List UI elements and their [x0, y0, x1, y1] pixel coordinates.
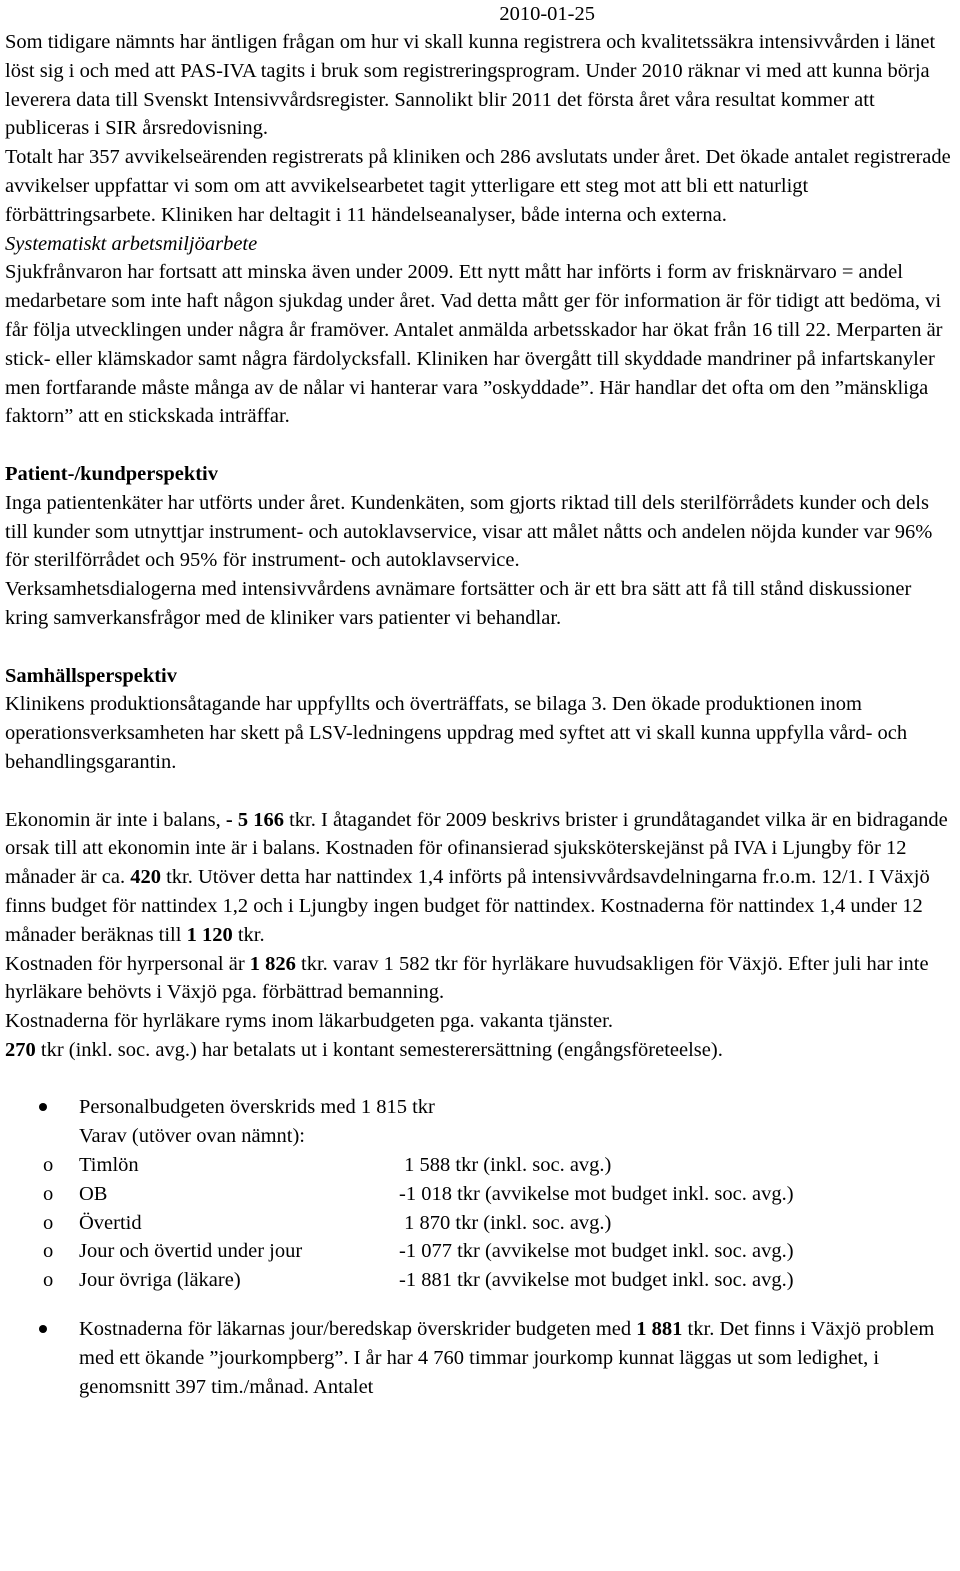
- text-run: tkr.: [232, 923, 265, 946]
- bullet-personalbudget: [5, 1093, 955, 1295]
- heading-text: Patient-/kundperspektiv: [5, 462, 218, 485]
- sub-item-amount: -1 881 tkr (avvikelse mot budget inkl. soc. avg.): [399, 1269, 794, 1292]
- text-run: Kostnaderna för läkarnas jour/beredskap överskrider budgeten med: [79, 1318, 637, 1341]
- paragraph-produktion: Klinikens produktionsåtagande har uppfyllts och överträffats, se bilaga 3. Den ökade produktionen inom operationsverksamheten har skett på LSV-ledningens uppdrag med syftet att vi skall kunna uppfylla vård- och behandlingsgarantin.: [5, 693, 908, 773]
- sub-bullet-marker: o: [43, 1269, 54, 1292]
- text-run: Kostnaden för hyrpersonal är: [5, 952, 250, 975]
- text-run: tkr. Det finns i Växjö problem med ett ökande ”jourkompberg”. I år har 4 760 timmar jourkomp kunnat läggas ut som ledighet, i genomsnitt 397 tim./månad. Antalet: [79, 1318, 935, 1398]
- bullet-subline: Varav (utöver ovan nämnt):: [79, 1125, 305, 1148]
- sub-item-amount: 1 588 tkr (inkl. soc. avg.): [399, 1154, 612, 1177]
- paragraph-pas-iva: Som tidigare nämnts har äntligen frågan om hur vi skall kunna registrera och kvalitetssäkra intensivvården i länet löst sig i och med att PAS-IVA tagits i bruk som registreringsprogram. Under 2010 räknar vi med att kunna börja leverera data till Svenskt Intensivvårdsregister. Sannolikt blir 2011 det första året våra resultat kommer att publiceras i SIR årsredovisning.: [5, 31, 936, 140]
- sub-item-amount: 1 870 tkr (inkl. soc. avg.): [399, 1211, 612, 1234]
- paragraph-ekonomi: [5, 806, 955, 950]
- text-run: Ekonomin är inte i balans,: [5, 808, 226, 831]
- paragraph-hyrlakare: Kostnaderna för hyrläkare ryms inom läkarbudgeten pga. vakanta tjänster.: [5, 1010, 613, 1033]
- sub-bullet-marker: o: [43, 1211, 54, 1234]
- text-run: tkr. varav 1 582 tkr för hyrläkare huvudsakligen för Växjö. Efter juli har inte hyrläkare behövts i Växjö pga. förbättrad bemanning.: [5, 952, 929, 1004]
- sub-item-amount: -1 077 tkr (avvikelse mot budget inkl. soc. avg.): [399, 1240, 794, 1263]
- sub-bullet-marker: o: [43, 1240, 54, 1263]
- text-run: tkr (inkl. soc. avg.) har betalats ut i kontant semesterersättning (engångsföreteelse).: [35, 1038, 723, 1061]
- paragraph-sjukfranvaro: Sjukfrånvaron har fortsatt att minska även under 2009. Ett nytt mått har införts i form av frisknärvaro = andel medarbetare som inte haft någon sjukdag under året. Vad detta mått ger för information är för tidigt att bedöma, vi får följa utvecklingen under några år framöver. Antalet anmälda arbetsskador har ökat från 16 till 22. Merparten är stick- eller klämskador samt några färdolycksfall. Kliniken har övergått till skyddade mandriner på infartskanyler men fortfarande måste många av de nålar vi hanterar vara ”oskyddade”. Här handlar det ofta om den ”mänskliga faktorn” att en stickskada inträffar.: [5, 261, 943, 428]
- sub-item-label: Övertid: [79, 1211, 142, 1234]
- sub-item-label: Timlön: [79, 1154, 139, 1177]
- bullet-list: [5, 1093, 955, 1401]
- gap-item: [5, 1295, 955, 1315]
- sub-item-label: Jour övriga (läkare): [79, 1269, 241, 1292]
- sub-list: [5, 1151, 955, 1295]
- document-date: 2010-01-25: [499, 3, 595, 25]
- sub-bullet-marker: o: [43, 1154, 54, 1177]
- sub-item-amount: -1 018 tkr (avvikelse mot budget inkl. soc. avg.): [399, 1182, 794, 1205]
- heading-text: Samhällsperspektiv: [5, 664, 177, 687]
- bold-amount: 420: [130, 866, 161, 889]
- paragraph-kundenkat: Inga patientenkäter har utförts under året. Kundenkäten, som gjorts riktad till dels sterilförrådets kunder och dels till kunder som utnyttjar instrument- och autoklavservice, visar att målet nåtts och andelen nöjda kunder var 96% för sterilförrådet och 95% för instrument- och autoklavservice.: [5, 491, 933, 572]
- heading-systematiskt-arbetsmiljoarbete: [5, 230, 955, 259]
- bullet-line: Personalbudgeten överskrids med 1 815 tkr: [79, 1096, 435, 1119]
- bold-amount: 270: [5, 1038, 36, 1061]
- bold-amount: - 5 166: [225, 808, 284, 831]
- paragraph-verksamhetsdialoger: Verksamhetsdialogerna med intensivvårdens avnämare fortsätter och är ett bra sätt att få till stånd diskussioner kring samverkansfrågor med de kliniker vars patienter vi behandlar.: [5, 578, 912, 629]
- bullet-jour-beredskap: [5, 1315, 955, 1401]
- paragraph-hyrpersonal: [5, 950, 955, 1008]
- heading-samhallsperspektiv: [5, 662, 955, 691]
- text-run: tkr. Utöver detta har nattindex 1,4 införts på intensivvårdsavdelningarna fr.o.m. 12/1. I Växjö finns budget för nattindex 1,2 och i Ljungby ingen budget för nattindex. Kostnaderna för nattindex 1,4 under 12 månader beräknas till: [5, 866, 930, 946]
- sub-item-label: OB: [79, 1182, 108, 1205]
- heading-text: Systematiskt arbetsmiljöarbete: [5, 232, 258, 255]
- bold-amount: 1 881: [636, 1318, 683, 1341]
- sub-bullet-marker: o: [43, 1182, 54, 1205]
- text-run: tkr. I åtagandet för 2009 beskrivs brister i grundåtagandet vilka är en bidragande orsak till att ekonomin inte är i balans. Kostnaden för ofinansierad sjuksköterskejänst på IVA i Ljungby för 12 månader är ca.: [5, 808, 948, 889]
- heading-patient-kundperspektiv: [5, 460, 955, 489]
- bold-amount: 1 826: [249, 952, 296, 975]
- document-body: [5, 28, 955, 1401]
- paragraph-semesterersattning: [5, 1036, 955, 1065]
- sub-item-label: Jour och övertid under jour: [79, 1240, 303, 1263]
- paragraph-avvikelser: Totalt har 357 avvikelseärenden registrerats på kliniken och 286 avslutats under året. Det ökade antalet registrerade avvikelser uppfattar vi som om att avvikelsearbetet tagit ytterligare ett steg mot att bli ett naturligt förbättringsarbete. Kliniken har deltagit i 11 händelseanalyser, både interna och externa.: [5, 146, 951, 226]
- bold-amount: 1 120: [186, 923, 233, 946]
